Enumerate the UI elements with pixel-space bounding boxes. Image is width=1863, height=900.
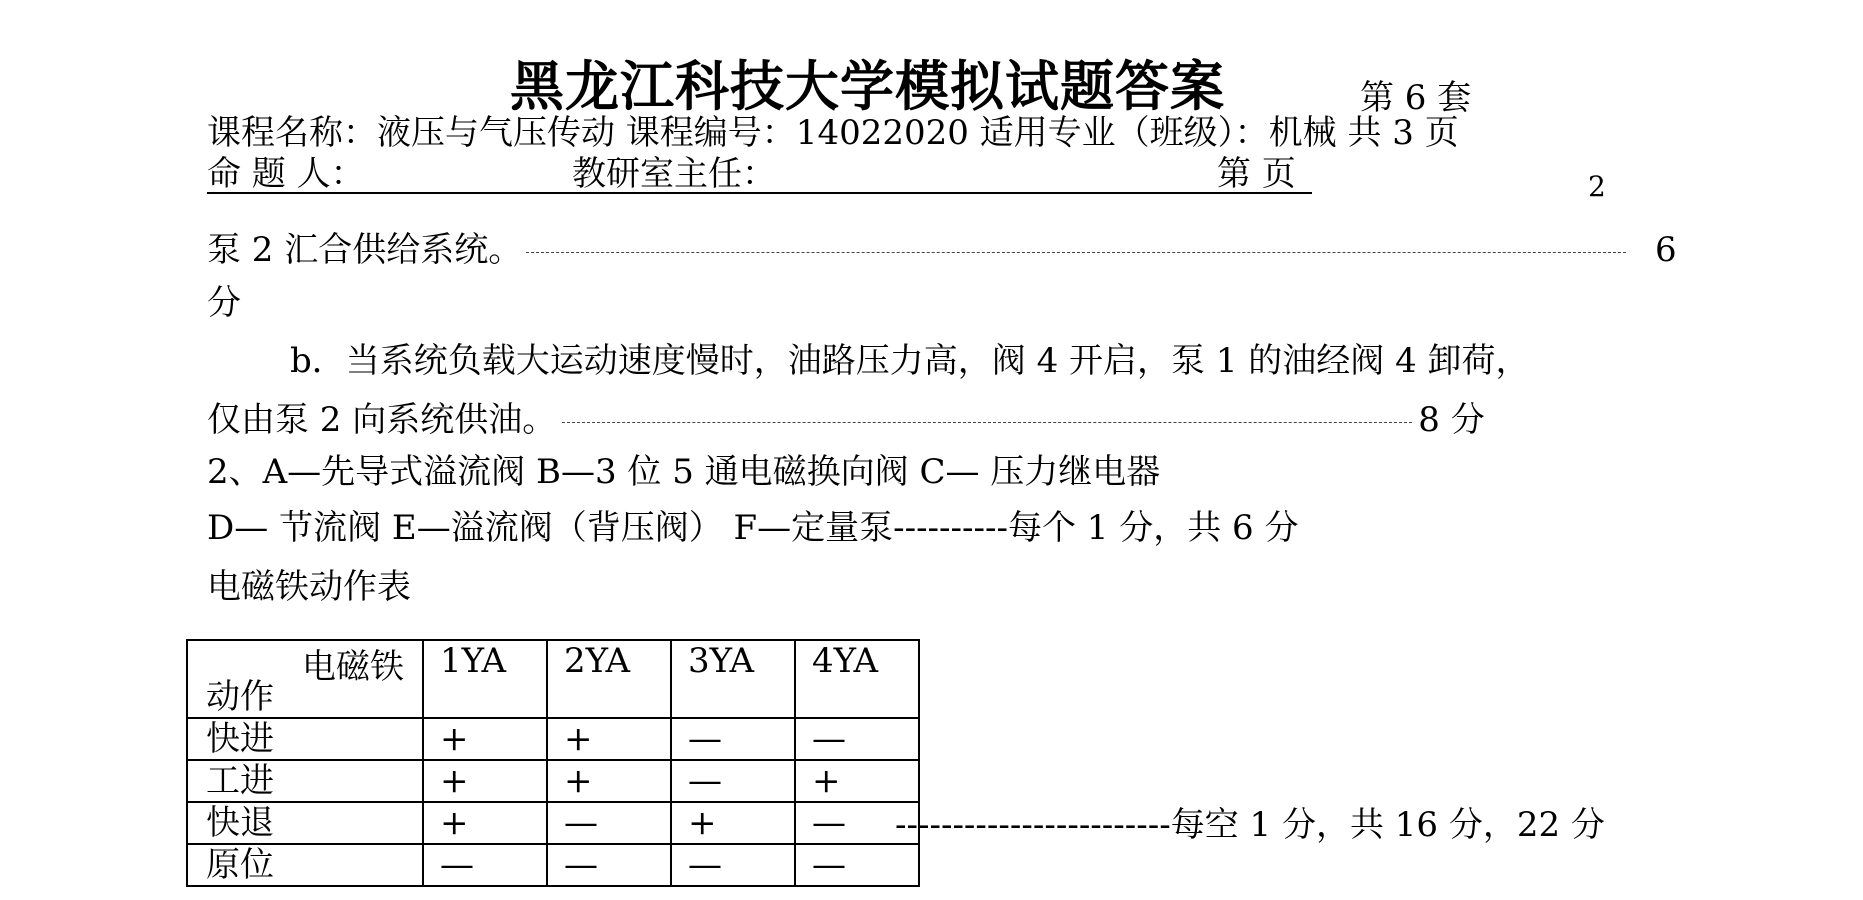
table-cell: + <box>547 760 671 802</box>
row-label: 原位 <box>187 844 423 886</box>
table-row <box>187 844 919 886</box>
row-label: 快退 <box>187 802 423 844</box>
director-label: 教研室主任： <box>572 154 776 194</box>
table-cell: + <box>671 802 795 844</box>
corner-bottom-label: 动作 <box>206 677 274 717</box>
answer-line-1-score: 6 <box>1655 230 1677 270</box>
table-row <box>187 718 919 760</box>
row-label: 快进 <box>187 718 423 760</box>
table-header-row <box>187 640 919 718</box>
dash-leader <box>562 422 1412 423</box>
set-number: 第 6 套 <box>1360 78 1472 118</box>
document-title: 黑龙江科技大学模拟试题答案 <box>510 54 1225 118</box>
column-header: 3YA <box>671 640 795 718</box>
answer-line-5: 2、A—先导式溢流阀 B—3 位 5 通电磁换向阀 C— 压力继电器 <box>207 452 1161 492</box>
table-cell: — <box>671 760 795 802</box>
table-row <box>187 802 919 844</box>
page-number: 2 <box>1588 170 1606 203</box>
table-cell: — <box>795 844 919 886</box>
table-score-note: ------------------------每空 1 分，共 16 分，22 分 <box>895 805 1605 845</box>
table-cell: + <box>423 760 547 802</box>
table-cell: — <box>423 844 547 886</box>
table-cell: — <box>671 718 795 760</box>
dash-leader <box>526 252 1626 253</box>
answer-line-6: D— 节流阀 E—溢流阀（背压阀） F—定量泵----------每个 1 分，共 6 分 <box>207 508 1299 548</box>
course-info-line: 课程名称：液压与气压传动 课程编号：14022020 适用专业（班级）：机械 共 3 页 <box>207 113 1459 153</box>
table-row <box>187 760 919 802</box>
proposer-label: 命 题 人： <box>207 154 365 194</box>
table-cell: + <box>423 718 547 760</box>
table-cell: + <box>423 802 547 844</box>
answer-line-2: 分 <box>207 283 241 323</box>
row-label: 工进 <box>187 760 423 802</box>
corner-top-label: 电磁铁 <box>302 647 404 687</box>
column-header: 4YA <box>795 640 919 718</box>
signature-line <box>207 156 1312 194</box>
page-label: 第 页 <box>1217 154 1296 194</box>
column-header: 1YA <box>423 640 547 718</box>
table-cell: — <box>671 844 795 886</box>
answer-line-4 <box>207 399 1485 441</box>
answer-line-3: b．当系统负载大运动速度慢时，油路压力高，阀 4 开启，泵 1 的油经阀 4 卸荷， <box>290 341 1530 381</box>
table-caption: 电磁铁动作表 <box>207 567 411 607</box>
table-cell: + <box>547 718 671 760</box>
table-corner-cell <box>187 640 423 718</box>
solenoid-action-table <box>186 639 920 887</box>
table-cell: — <box>547 844 671 886</box>
answer-line-4-text: 仅由泵 2 向系统供油。 <box>207 400 557 440</box>
answer-line-1-text: 泵 2 汇合供给系统。 <box>207 230 523 270</box>
table-cell: — <box>795 718 919 760</box>
table-cell: — <box>795 802 919 844</box>
table-cell: — <box>547 802 671 844</box>
answer-line-1 <box>207 229 1687 271</box>
answer-line-4-score: 8 分 <box>1418 400 1485 440</box>
column-header: 2YA <box>547 640 671 718</box>
table-cell: + <box>795 760 919 802</box>
